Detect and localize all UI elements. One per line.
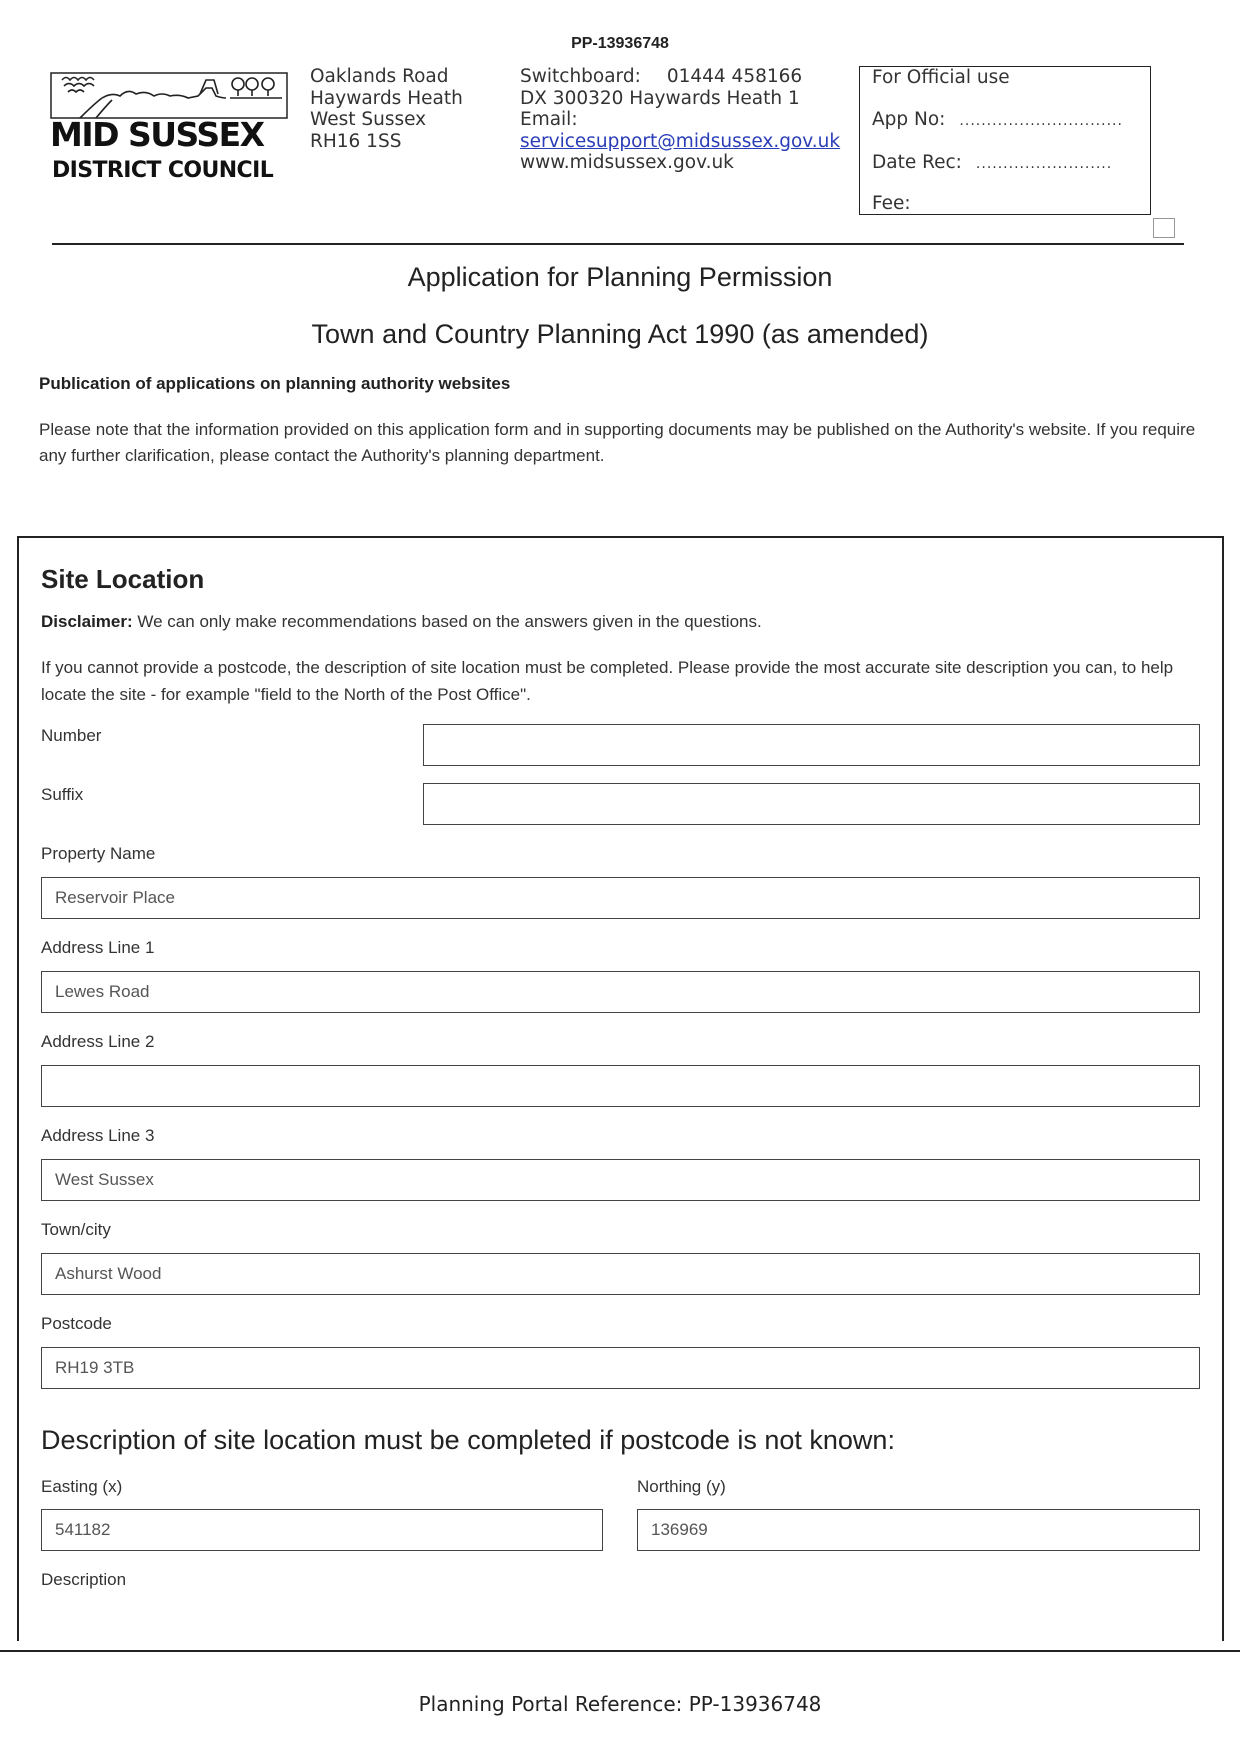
property-name-field[interactable] bbox=[41, 877, 1200, 919]
council-address bbox=[310, 66, 463, 152]
official-use-title: For Official use bbox=[872, 67, 1010, 88]
description-heading: Description of site location must be completed if postcode is not known: bbox=[41, 1425, 895, 1455]
footer-divider bbox=[0, 1650, 1240, 1652]
suffix-label: Suffix bbox=[41, 785, 84, 804]
postcode-field[interactable] bbox=[41, 1347, 1200, 1389]
email-link[interactable]: servicesupport@midsussex.gov.uk bbox=[520, 130, 841, 152]
date-rec-dots: ......................... bbox=[975, 156, 1113, 172]
header-divider bbox=[52, 243, 1184, 245]
northing-label: Northing (y) bbox=[637, 1477, 726, 1496]
easting-label: Easting (x) bbox=[41, 1477, 123, 1496]
address-line-3-label: Address Line 3 bbox=[41, 1126, 155, 1145]
fee-label: Fee: bbox=[872, 193, 911, 214]
town-city-field[interactable] bbox=[41, 1253, 1200, 1295]
disclaimer bbox=[41, 612, 762, 632]
address-line-2-field[interactable] bbox=[41, 1065, 1200, 1107]
app-no-dots: .............................. bbox=[959, 113, 1123, 129]
northing-field[interactable] bbox=[637, 1509, 1200, 1551]
website: www.midsussex.gov.uk bbox=[520, 152, 734, 173]
logo-name: MID SUSSEX bbox=[50, 115, 264, 154]
address-line-1-field[interactable] bbox=[41, 971, 1200, 1013]
form-title: Application for Planning Permission bbox=[407, 262, 833, 292]
disclaimer-label: Disclaimer: bbox=[41, 612, 133, 631]
official-use-box bbox=[859, 66, 1151, 215]
switchboard-number: 01444 458166 bbox=[666, 66, 803, 87]
landscape-logo-icon bbox=[50, 72, 290, 120]
logo-subtitle: DISTRICT COUNCIL bbox=[52, 158, 274, 183]
address-line-2-label: Address Line 2 bbox=[41, 1032, 155, 1051]
site-location-section bbox=[17, 536, 1224, 1641]
address-line: Oaklands Road bbox=[310, 66, 449, 87]
easting-field[interactable] bbox=[41, 1509, 603, 1551]
checkbox[interactable] bbox=[1153, 218, 1175, 238]
address-line-1-label: Address Line 1 bbox=[41, 938, 155, 957]
switchboard-label: Switchboard: bbox=[520, 66, 641, 87]
form-subtitle: Town and Country Planning Act 1990 (as amended) bbox=[311, 319, 929, 349]
address-line: Haywards Heath bbox=[310, 87, 463, 109]
address-line-3-field[interactable] bbox=[41, 1159, 1200, 1201]
app-no-label: App No: bbox=[872, 109, 946, 130]
help-text: If you cannot provide a postcode, the description of site location must be completed. Please provide the most accurate site description you can, to help locate the site - for example "field to the North of the Post Office". bbox=[41, 658, 1174, 704]
description-label: Description bbox=[41, 1570, 127, 1589]
postcode-label: Postcode bbox=[41, 1314, 112, 1333]
disclaimer-text: We can only make recommendations based on the answers given in the questions. bbox=[132, 612, 762, 631]
council-logo bbox=[50, 72, 290, 187]
suffix-field[interactable] bbox=[423, 783, 1200, 825]
address-line: West Sussex bbox=[310, 109, 427, 130]
footer-reference: Planning Portal Reference: PP-13936748 bbox=[418, 1692, 822, 1716]
town-city-label: Town/city bbox=[41, 1220, 111, 1239]
email-label: Email: bbox=[520, 109, 578, 130]
number-label: Number bbox=[41, 726, 102, 745]
date-rec-label: Date Rec: bbox=[872, 152, 962, 173]
reference-number-top: PP-13936748 bbox=[571, 35, 669, 52]
section-title: Site Location bbox=[41, 564, 205, 594]
publication-heading: Publication of applications on planning authority websites bbox=[39, 374, 511, 393]
address-line: RH16 1SS bbox=[310, 130, 402, 152]
number-field[interactable] bbox=[423, 724, 1200, 766]
property-name-label: Property Name bbox=[41, 844, 156, 863]
council-contact bbox=[520, 66, 840, 174]
dx-address: DX 300320 Haywards Heath 1 bbox=[520, 87, 800, 109]
publication-text: Please note that the information provided on this application form and in supporting documents may be published on the Authority's website. If you require any further clarification, please contact the Authority's planning department. bbox=[39, 420, 1196, 465]
